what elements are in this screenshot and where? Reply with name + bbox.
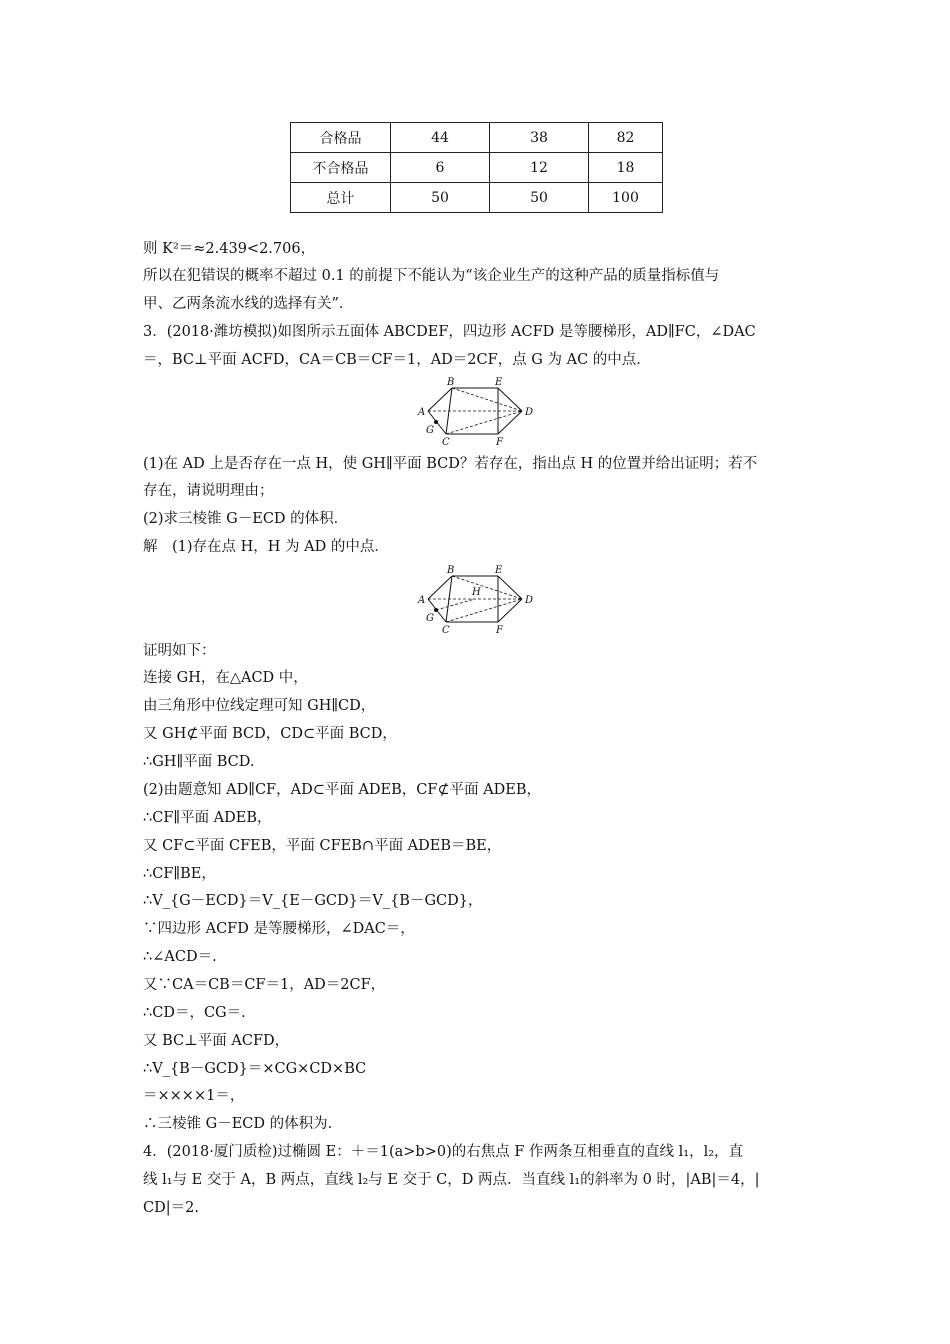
text-line: 存在，请说明理由；	[143, 483, 274, 499]
text-line: ∴∠ACD＝.	[143, 949, 217, 965]
table-cell: 50	[391, 183, 490, 213]
stats-table	[290, 122, 663, 213]
label-F: F	[496, 625, 503, 635]
label-E: E	[495, 377, 503, 388]
text-line: ∴GH∥平面 BCD.	[143, 754, 255, 770]
text-line: 连接 GH，在△ACD 中，	[143, 670, 308, 686]
text-line: (1)在 AD 上是否存在一点 H，使 GH∥平面 BCD？若存在，指出点 H 的位置并给出证明；若不	[143, 456, 758, 472]
label-A: A	[418, 407, 426, 418]
label-C: C	[442, 437, 450, 447]
table-row	[291, 153, 663, 183]
label-A: A	[418, 595, 426, 606]
text-line: CD|＝2.	[143, 1200, 199, 1216]
table-row	[291, 183, 663, 213]
text-line: 证明如下：	[143, 643, 216, 659]
label-C: C	[442, 625, 450, 635]
label-D: D	[525, 595, 534, 606]
text-line: 所以在犯错误的概率不超过 0.1 的前提下不能认为“该企业生产的这种产品的质量指标值与	[143, 268, 720, 284]
label-G: G	[426, 425, 434, 436]
text-line: ＝，BC⊥平面 ACFD，CA＝CB＝CF＝1，AD＝2CF，点 G 为 AC 的中点．	[143, 352, 651, 368]
text-line: 又∵CA＝CB＝CF＝1，AD＝2CF，	[143, 977, 386, 993]
table-cell: 总计	[291, 183, 391, 213]
table-cell: 12	[490, 153, 589, 183]
label-G: G	[426, 613, 434, 624]
pentahedron-figure-2	[412, 563, 542, 635]
table-row	[291, 123, 663, 153]
text-line: 由三角形中位线定理可知 GH∥CD，	[143, 698, 376, 714]
text-line: ∵四边形 ACFD 是等腰梯形，∠DAC＝，	[143, 921, 415, 937]
table-cell: 44	[391, 123, 490, 153]
pentahedron-figure-1	[412, 375, 542, 447]
text-line: ＝××××1＝，	[143, 1088, 245, 1104]
table-cell: 38	[490, 123, 589, 153]
table-cell: 合格品	[291, 123, 391, 153]
text-line: 又 CF⊂平面 CFEB，平面 CFEB∩平面 ADEB＝BE，	[143, 838, 502, 854]
label-E: E	[495, 565, 503, 576]
text-line: ∴CF∥平面 ADEB，	[143, 810, 272, 826]
text-line: 解 (1)存在点 H，H 为 AD 的中点．	[143, 539, 389, 555]
label-B: B	[447, 565, 455, 576]
table-cell: 100	[589, 183, 663, 213]
text-line: 又 GH⊄平面 BCD，CD⊂平面 BCD，	[143, 726, 397, 742]
table-cell: 50	[490, 183, 589, 213]
text-line: 又 BC⊥平面 ACFD，	[143, 1033, 290, 1049]
text-line: 3．(2018·潍坊模拟)如图所示五面体 ABCDEF，四边形 ACFD 是等腰梯形，AD∥FC，∠DAC	[143, 324, 756, 340]
text-line: ∴CF∥BE，	[143, 866, 216, 882]
text-line: 线 l₁与 E 交于 A，B 两点，直线 l₂与 E 交于 C，D 两点．当直线 l₁的斜率为 0 时，|AB|＝4，|	[143, 1172, 760, 1188]
text-line: 甲、乙两条流水线的选择有关”．	[143, 296, 354, 312]
table-cell: 82	[589, 123, 663, 153]
text-line: ∴V_{B－GCD}＝×CG×CD×BC	[143, 1061, 367, 1077]
text-line: 则 K²＝≈2.439<2.706，	[143, 241, 316, 257]
text-line: (2)求三棱锥 G－ECD 的体积．	[143, 511, 349, 527]
text-line: ∴V_{G－ECD}＝V_{E－GCD}＝V_{B－GCD}，	[143, 893, 483, 909]
text-line: ∴CD＝，CG＝.	[143, 1005, 246, 1021]
label-H: H	[472, 587, 481, 598]
text-line: 4．(2018·厦门质检)过椭圆 E：＋＝1(a>b>0)的右焦点 F 作两条互相垂直的直线 l₁，l₂，直	[143, 1144, 744, 1160]
text-line: (2)由题意知 AD∥CF，AD⊂平面 ADEB，CF⊄平面 ADEB，	[143, 782, 542, 798]
label-B: B	[447, 377, 455, 388]
text-line: ∴三棱锥 G－ECD 的体积为.	[143, 1116, 333, 1132]
table-cell: 6	[391, 153, 490, 183]
label-F: F	[496, 437, 503, 447]
table-cell: 18	[589, 153, 663, 183]
label-D: D	[525, 407, 534, 418]
table-cell: 不合格品	[291, 153, 391, 183]
